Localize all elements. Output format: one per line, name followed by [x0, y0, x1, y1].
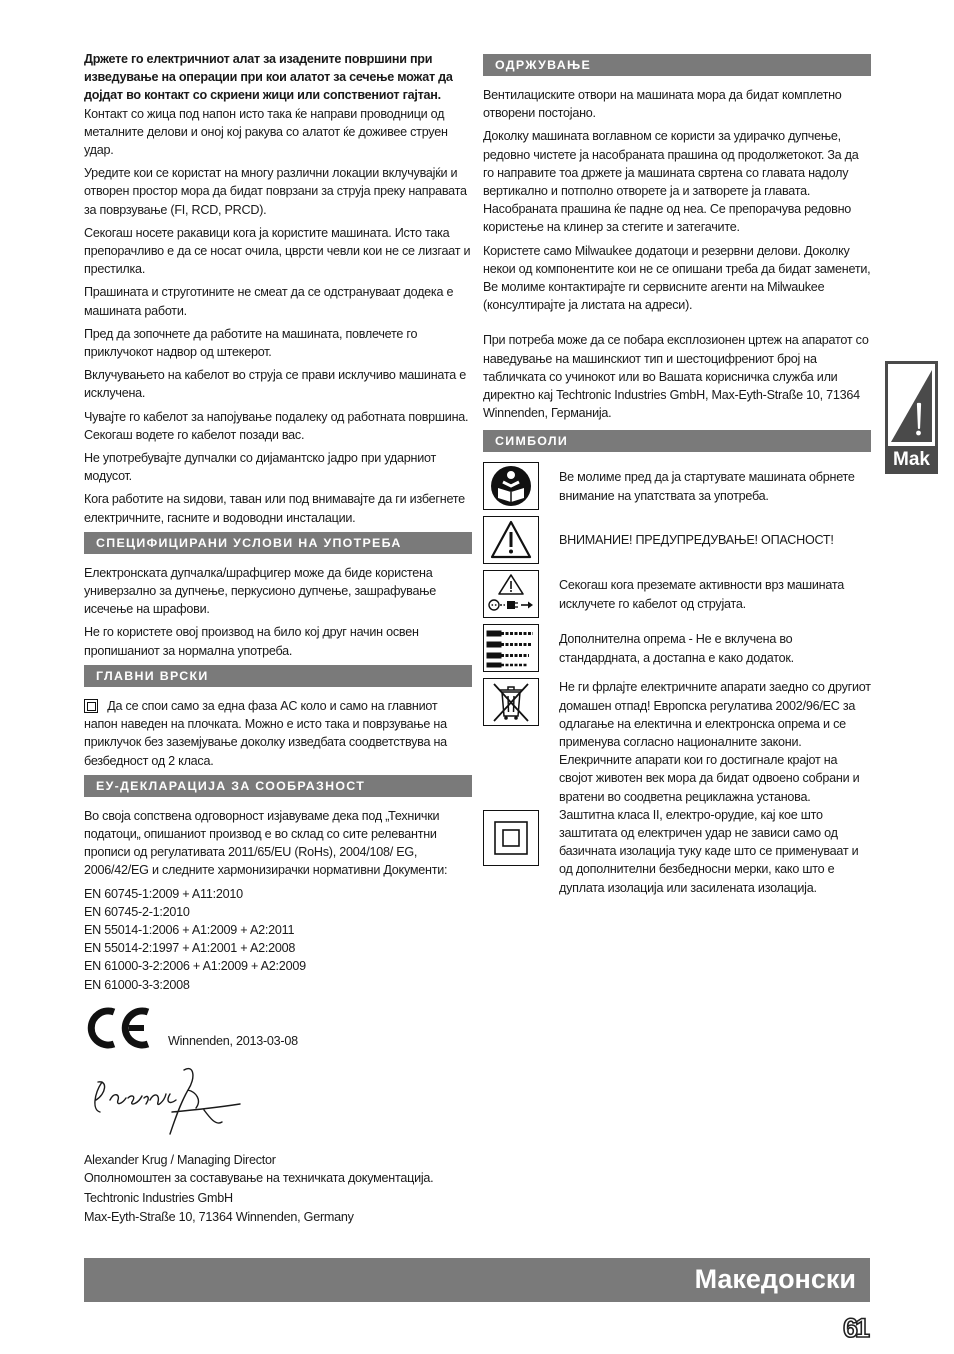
symbol-row: [483, 678, 871, 805]
unplug-icon: [483, 570, 539, 618]
paragraph: [84, 1189, 472, 1225]
left-column: [84, 50, 472, 1231]
paragraph: Вентилациските отвори на машината мора да бидат комплетно отворени постојано.: [483, 88, 842, 121]
paragraph: [84, 1151, 472, 1187]
symbol-row: [483, 516, 871, 564]
paragraph: Секогаш носете ракавици кога ја користите машината. Исто така препорачливо е да се носат очила, цврсти чевли кои не се лизгаат и престилка.: [84, 225, 471, 277]
paragraph: [84, 50, 472, 159]
section-heading-maintenance: ОДРЖУВАЊЕ: [483, 54, 871, 76]
warning-triangle-icon: [888, 364, 935, 446]
paragraph: Пред да зопочнете да работите на машината, повлечете го приклучокот надвор од штекерот.: [84, 326, 418, 360]
symbol-row: [483, 462, 871, 510]
paragraph: Во своја сопствена одговорност изјавуваме дека под „Технички податоци„ опишаниот производ е во склад со сите релевантни прописи од регулативата 2011/65/EU (RoHs), 2004/108/ EG, 2006/42/EG и следните хармонизирачки нормативни Документи:: [84, 808, 448, 878]
symbol-description: Не ги фрлајте електричните апарати заедно со другиот домашен отпад! Европска регулатива 2002/96/EC за одлагање на електична и електронска опрема и се применува согласно националните закони. Елекричните апарати кои го достигнале крајот на својот животен век мора да бидат одвоено собрани и вратени во соодветна рециклажна установа.: [559, 680, 871, 804]
standard-item: EN 60745-1:2009 + A11:2010: [84, 886, 243, 901]
paragraph: Уредите кои се користат на многу различни локации вклучувајќи и отворен простор мора да бидат поврзани за струја преку направата за поврзување (FI, RCD, PRCD).: [84, 166, 467, 217]
symbol-row: [483, 806, 871, 897]
paragraph: [84, 697, 472, 770]
right-column: [483, 52, 871, 903]
accessory-drill-bits-icon: [483, 624, 539, 672]
read-manual-icon: [483, 462, 539, 510]
paragraph: Користете само Milwaukee додатоци и резервни делови. Доколку некои од компонентите кои не се опишани треба да бидат заменети, Ве молиме контактирајте ги сервисните агенти на Milwaukee (консултирајте ја листата на адреси).: [483, 243, 871, 313]
symbol-description: Заштитна класа II, електро-орудие, кај кое што заштитата од електричен удар не зависи само од базичната изолација туку каде што се применуваат и од дополнителни безбедносни мерки, како што е дуплата изолација или засилената изолација.: [559, 807, 859, 895]
standard-item: EN 55014-2:1997 + A1:2001 + A2:2008: [84, 941, 296, 956]
page-number: 61: [843, 1313, 868, 1343]
paragraph: Чувајте го кабелот за напојување подалеку од работната површина. Секогаш водете го кабелот позади вас.: [84, 409, 469, 442]
symbol-row: [483, 624, 871, 672]
standards-list: [84, 885, 472, 994]
language-code-label: Mak: [893, 449, 930, 470]
paragraph: Кога работите на ѕидови, таван или под внимавајте да ги избегнете електричните, гасните и водоводни инсталации.: [84, 492, 465, 525]
paragraph: Не го користете овој производ на било кој друг начин освен пропишаниот за нормална употреба.: [84, 625, 419, 658]
section-heading-intended-use: СПЕЦИФИЦИРАНИ УСЛОВИ НА УПОТРЕБА: [84, 532, 472, 554]
language-side-tab: [885, 361, 938, 474]
standard-item: EN 60745-2-1:2010: [84, 904, 190, 919]
mains-text: Да се спои само за една фаза AC коло и само на главниот напон наведен на плочката. Можно е исто така и поврзување на приклучок без заземјување доколку изведбата соодветствува на безбедност од 2 класа.: [84, 698, 447, 768]
bold-lead: Држете го електричниот алат за изадените површини при изведување на операции при кои алатот за сечење можат да дојдат во контакт со скриени жици или сопствениот гајтан.: [84, 52, 453, 103]
company: Techtronic Industries GmbH: [84, 1191, 233, 1206]
protection-class-ii-icon: [483, 810, 539, 866]
standard-item: EN 61000-3-2:2006 + A1:2009 + A2:2009: [84, 959, 306, 974]
paragraph: Електронската дупчалка/шрафцигер може да биде користена универзално за дупчење, перкусионо дупчење, зашрафување исечење на шрафови.: [84, 565, 436, 617]
warning-tab-icon-box: [888, 364, 935, 446]
signature-image: [84, 1060, 254, 1140]
warning-triangle-icon: [483, 516, 539, 564]
signer: Alexander Krug / Managing Director: [84, 1152, 276, 1167]
paragraph: Доколку машината воглавном се користи за удирачко дупчење, редовно чистете ја насобраната прашина од продолжетокот. За да го направите тоа држете ја машината свртена со главата надолу вертикално и потполно отворете ја и затворете ја главата. Насобраната прашина ќе падне од неа. Се препорачува редовно користење на клинер за стегите и затегачите.: [483, 129, 859, 235]
paragraph: При потреба може да се побара експлозионен цртеж на апаратот со наведување на машинскиот тип и шестоцифрениот број на табличката со учинокот или во Вашата корисничка служба или директно кај Techtronic Industries GmbH, Max-Eyth-Straße 10, 71364 Winnenden, Германија.: [483, 333, 869, 421]
weee-crossed-bin-icon: [483, 678, 539, 726]
symbol-description: Ве молиме пред да ја стартувате машината обрнете внимание на упатствата за употреба.: [559, 470, 855, 503]
paragraph: Прашината и струготините не смеат да се одстрануваат додека е машината работи.: [84, 285, 454, 318]
section-heading-symbols: СИМБОЛИ: [483, 430, 871, 452]
protection-class-ii-icon: [84, 699, 98, 713]
standard-item: EN 61000-3-3:2008: [84, 977, 190, 992]
section-heading-mains-connection: ГЛАВНИ ВРСКИ: [84, 665, 472, 687]
symbol-row: [483, 570, 871, 618]
footer-language-bar: [84, 1258, 870, 1302]
symbol-description: ВНИМАНИЕ! ПРЕДУПРЕДУВАЊЕ! ОПАСНОСТ!: [559, 533, 834, 548]
paragraph: Не употребувајте дупчалки со дијамантско јадро при ударниот модусот.: [84, 451, 437, 484]
signature: [84, 1060, 472, 1145]
lead-rest: Контакт со жица под напон исто така ќе направи проводници од металните делови и оној кој ракува со алатот ќе доживее струен удар.: [84, 106, 448, 158]
ce-mark-icon: [84, 1004, 154, 1052]
authorized-text: Ополномоштен за составување на техничката документација.: [84, 1171, 434, 1186]
standard-item: EN 55014-1:2006 + A1:2009 + A2:2011: [84, 922, 295, 937]
section-heading-eu-declaration: ЕУ-ДЕКЛАРАЦИЈА ЗА СООБРАЗНОСТ: [84, 775, 472, 797]
language-title: Македонски: [694, 1264, 856, 1294]
paragraph: Вклучувањето на кабелот во струја се прави исклучиво машината е исклучена.: [84, 368, 467, 401]
place-date: Winnenden, 2013-03-08: [168, 1033, 298, 1048]
symbol-description: Секогаш кога преземате активности врз машината исклучете го кабелот од струјата.: [559, 578, 844, 611]
address: Max-Eyth-Straße 10, 71364 Winnenden, Germany: [84, 1209, 354, 1224]
ce-mark-row: [84, 1004, 472, 1052]
symbol-description: Дополнителна опрема - Не е вклучена во стандардната, а достапна е како додаток.: [559, 632, 794, 665]
